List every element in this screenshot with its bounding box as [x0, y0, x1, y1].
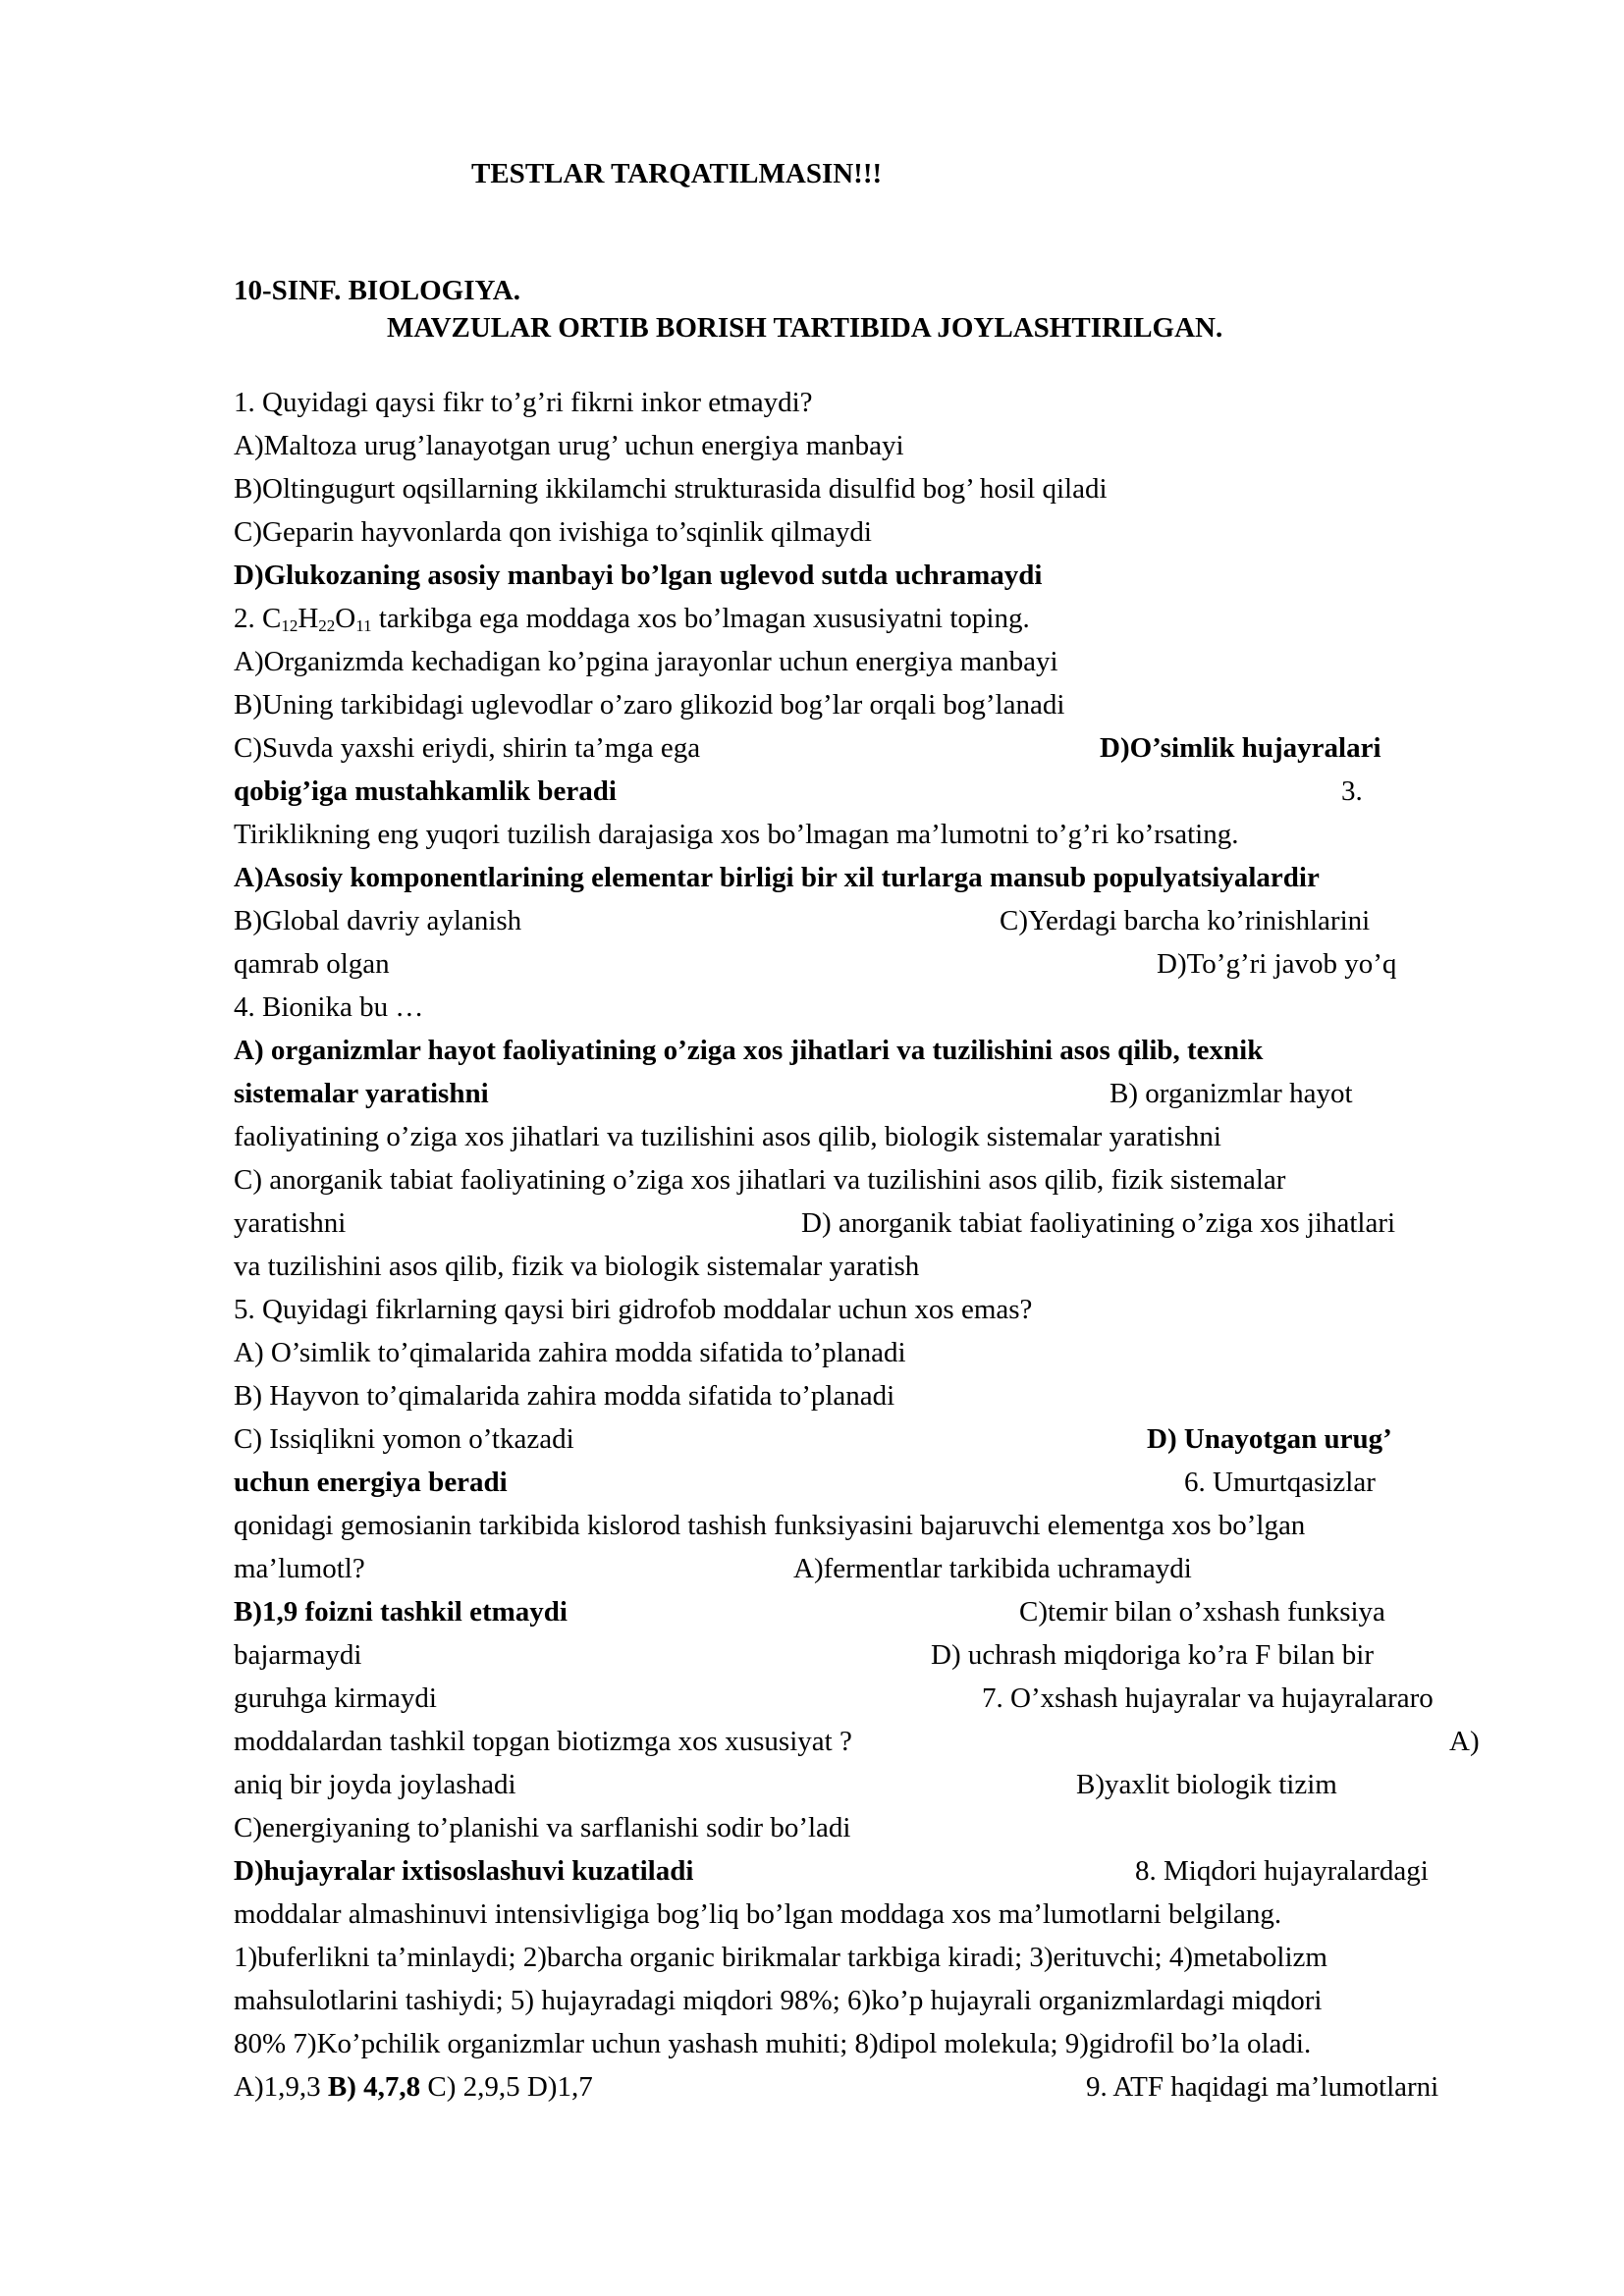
- q2-option-d-answer: D)O’simlik hujayralari: [1100, 732, 1381, 764]
- subtitle-heading: MAVZULAR ORTIB BORISH TARTIBIDA JOYLASHTIRILGAN.: [387, 312, 1223, 344]
- question-3: Tiriklikning eng yuqori tuzilish darajasiga xos bo’lmagan ma’lumotni to’g’ri ko’rsating.: [234, 819, 1239, 850]
- question-6: qonidagi gemosianin tarkibida kislorod tashish funksiyasini bajaruvchi elementga xos bo’lgan: [234, 1510, 1306, 1541]
- q6-option-c: C)temir bilan o’xshash funksiya: [1019, 1596, 1385, 1628]
- q5-option-a: A) O’simlik to’qimalarida zahira modda sifatida to’planadi: [234, 1337, 906, 1368]
- q2-line-c-d: [234, 728, 1381, 768]
- q1-option-a: A)Maltoza urug’lanayotgan urug’ uchun energiya manbayi: [234, 430, 904, 461]
- q8-option-a: A)1,9,3: [234, 2071, 328, 2103]
- warning-heading: TESTLAR TARQATILMASIN!!!: [471, 158, 883, 189]
- q4-option-a-answer: A) organizmlar hayot faoliyatining o’ziga xos jihatlari va tuzilishini asos qilib, texnik: [234, 1035, 1264, 1066]
- question-6-end: ma’lumotl?: [234, 1553, 365, 1584]
- question-3-number: 3.: [1341, 775, 1363, 807]
- q4-option-d: D) anorganik tabiat faoliyatining o’ziga xos jihatlari: [801, 1207, 1396, 1239]
- q6-option-b-answer: B)1,9 foizni tashkil etmaydi: [234, 1596, 568, 1628]
- question-5: 5. Quyidagi fikrlarning qaysi biri gidrofob moddalar uchun xos emas?: [234, 1294, 1033, 1325]
- q3-option-c-cont: qamrab olgan: [234, 948, 390, 980]
- q2-option-b: B)Uning tarkibidagi uglevodlar o’zaro glikozid bog’lar orqali bog’lanadi: [234, 689, 1065, 721]
- q3-option-c: C)Yerdagi barcha ko’rinishlarini: [1000, 905, 1371, 936]
- q3-option-a-answer: A)Asosiy komponentlarining elementar birligi bir xil turlarga mansub populyatsiyalardir: [234, 862, 1320, 893]
- q6-option-d: D) uchrash miqdoriga ko’ra F bilan bir: [931, 1639, 1375, 1671]
- q5-option-d-answer: D) Unayotgan urug’: [1147, 1423, 1392, 1455]
- question-2: 2. $C_{12}H_{22}O_{11}$ tarkibga ega moddaga xos bo’lmagan xususiyatni toping.: [234, 603, 1030, 635]
- q4-option-b: B) organizmlar hayot: [1110, 1078, 1353, 1109]
- q5-option-c: C) Issiqlikni yomon o’tkazadi: [234, 1423, 574, 1455]
- q8-options-line: [234, 2067, 1439, 2107]
- q6-option-c-cont: bajarmaydi: [234, 1639, 362, 1671]
- q2-option-a: A)Organizmda kechadigan ko’pgina jarayonlar uchun energiya manbayi: [234, 646, 1058, 677]
- q8-option-b-answer: B) 4,7,8: [327, 2071, 421, 2103]
- question-8: moddalar almashinuvi intensivligiga bog’liq bo’lgan moddaga xos ma’lumotlarni belgilang.: [234, 1898, 1282, 1930]
- q3-line-b-c: [234, 901, 1371, 940]
- q5-option-b: B) Hayvon to’qimalarida zahira modda sifatida to’planadi: [234, 1380, 895, 1412]
- q2-option-c: C)Suvda yaxshi eriydi, shirin ta’mga ega: [234, 732, 701, 764]
- question-6-start: 6. Umurtqasizlar: [1184, 1467, 1376, 1498]
- q7-line-a-b: [234, 1765, 1337, 1804]
- q2-option-d-answer-cont: qobig’iga mustahkamlik beradi: [234, 775, 617, 807]
- q6-line-b-c: [234, 1592, 1385, 1631]
- grade-subject-heading: 10-SINF. BIOLOGIYA.: [234, 275, 520, 306]
- q1-option-c: C)Geparin hayvonlarda qon ivishiga to’sqinlik qilmaydi: [234, 516, 872, 548]
- q4-line-a-b: [234, 1074, 1353, 1113]
- q7-option-c: C)energiyaning to’planishi va sarflanishi sodir bo’ladi: [234, 1812, 851, 1843]
- q4-option-c-cont: yaratishni: [234, 1207, 347, 1239]
- q8-option-c-d: C) 2,9,5 D)1,7: [420, 2071, 593, 2103]
- q3-line-end: [234, 944, 1397, 984]
- q8-statements-3: 80% 7)Ko’pchilik organizmlar uchun yashash muhiti; 8)dipol molekula; 9)gidrofil bo’la oladi.: [234, 2028, 1312, 2059]
- q5-option-d-answer-cont: uchun energiya beradi: [234, 1467, 508, 1498]
- q4-option-a-answer-cont: sistemalar yaratishni: [234, 1078, 489, 1109]
- q4-option-b-cont: faoliyatining o’ziga xos jihatlari va tuzilishini asos qilib, biologik sistemalar yaratishni: [234, 1121, 1221, 1152]
- q7-option-d-answer: D)hujayralar ixtisoslashuvi kuzatiladi: [234, 1855, 694, 1887]
- q3-option-b: B)Global davriy aylanish: [234, 905, 522, 936]
- question-1: 1. Quyidagi qaysi fikr to’g’ri fikrni inkor etmaydi?: [234, 387, 813, 418]
- q8-statements-2: mahsulotlarini tashiydi; 5) hujayradagi miqdori 98%; 6)ko’p hujayrali organizmlardagi miqdori: [234, 1985, 1323, 2016]
- q6-line-c-d: [234, 1635, 1375, 1675]
- question-7-line: [234, 1722, 1480, 1761]
- q7-line-d: [234, 1851, 1429, 1891]
- q5-line-c-d: [234, 1419, 1392, 1459]
- question-7: moddalardan tashkil topgan biotizmga xos xususiyat ?: [234, 1726, 852, 1757]
- q1-option-b: B)Oltingugurt oqsillarning ikkilamchi strukturasida disulfid bog’ hosil qiladi: [234, 473, 1108, 505]
- q4-option-c: C) anorganik tabiat faoliyatining o’ziga xos jihatlari va tuzilishini asos qilib, fizik sistemalar: [234, 1164, 1286, 1196]
- question-4: 4. Bionika bu …: [234, 991, 424, 1023]
- q2-line-end: [234, 772, 1363, 811]
- q7-option-a-label: A): [1449, 1726, 1480, 1757]
- q6-option-a: A)fermentlar tarkibida uchramaydi: [793, 1553, 1192, 1584]
- q4-option-d-cont: va tuzilishini asos qilib, fizik va biologik sistemalar yaratish: [234, 1251, 920, 1282]
- question-9-start: 9. ATF haqidagi ma’lumotlarni: [1086, 2071, 1439, 2103]
- question-7-start: 7. O’xshash hujayralar va hujayralararo: [982, 1682, 1434, 1714]
- q6-line-a: [234, 1549, 1192, 1588]
- q5-line-end: [234, 1463, 1376, 1502]
- q7-option-b: B)yaxlit biologik tizim: [1076, 1769, 1337, 1800]
- q1-option-d-answer: D)Glukozaning asosiy manbayi bo’lgan uglevod sutda uchramaydi: [234, 560, 1043, 591]
- q6-option-d-cont: guruhga kirmaydi: [234, 1682, 437, 1714]
- q8-statements-1: 1)buferlikni ta’minlaydi; 2)barcha organic birikmalar tarkbiga kiradi; 3)erituvchi; 4)metabolizm: [234, 1942, 1327, 1973]
- q7-option-a: aniq bir joyda joylashadi: [234, 1769, 516, 1800]
- q6-line-end: [234, 1679, 1434, 1718]
- question-8-start: 8. Miqdori hujayralardagi: [1135, 1855, 1429, 1887]
- q4-line-c-d: [234, 1203, 1396, 1243]
- q3-option-d: D)To’g’ri javob yo’q: [1157, 948, 1397, 980]
